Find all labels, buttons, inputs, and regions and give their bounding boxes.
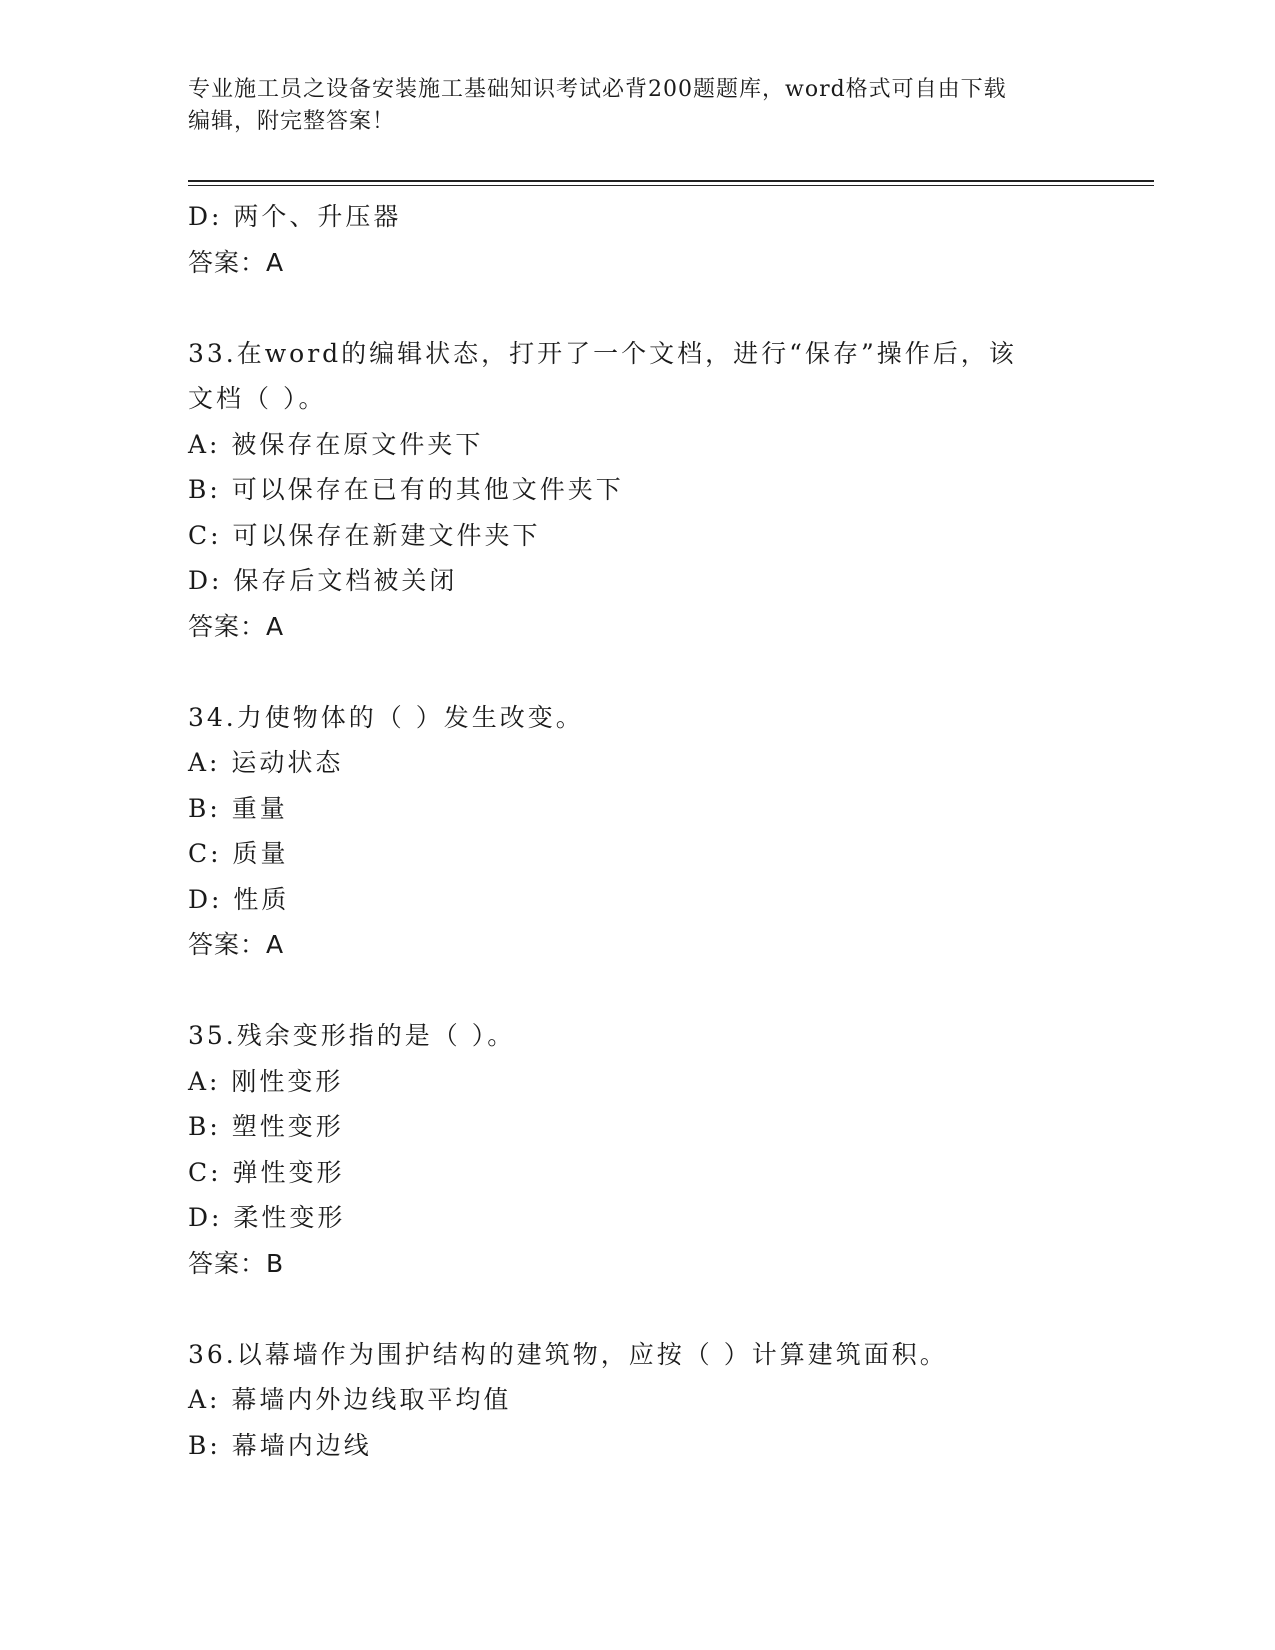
question-36 (188, 1332, 1088, 1469)
option-b: B: 重量 (188, 793, 288, 823)
question-33 (188, 331, 1088, 650)
question-text-line-1: 33.在word的编辑状态，打开了一个文档，进行“保存”操作后，该 (188, 338, 1017, 368)
header-line-2: 编辑，附完整答案！ (188, 109, 396, 134)
spacer (188, 285, 1088, 331)
answer: 答案：A (188, 930, 285, 959)
question-text: 34.力使物体的（ ）发生改变。 (188, 702, 584, 732)
spacer (188, 1286, 1088, 1332)
option-c: C: 弹性变形 (188, 1157, 345, 1187)
question-35 (188, 1013, 1088, 1286)
spacer (188, 649, 1088, 695)
answer: 答案：A (188, 247, 285, 277)
question-34 (188, 695, 1088, 968)
document-body (188, 194, 1088, 1468)
option-a: A: 被保存在原文件夹下 (188, 429, 484, 459)
option-d: D: 两个、升压器 (188, 202, 402, 231)
option-b: B: 幕墙内边线 (188, 1430, 372, 1460)
option-c: C: 可以保存在新建文件夹下 (188, 520, 541, 550)
previous-question-tail (188, 194, 1088, 285)
header-divider-thin (188, 185, 1154, 186)
question-text: 35.残余变形指的是（ ）。 (188, 1021, 516, 1050)
document-header (188, 74, 1088, 138)
option-a: A: 幕墙内外边线取平均值 (188, 1385, 512, 1414)
question-text: 36.以幕墙作为围护结构的建筑物，应按（ ）计算建筑面积。 (188, 1339, 948, 1369)
option-d: D: 保存后文档被关闭 (188, 566, 458, 595)
option-d: D: 柔性变形 (188, 1203, 346, 1232)
question-text-line-2: 文档（ ）。 (188, 384, 327, 413)
header-line-1: 专业施工员之设备安装施工基础知识考试必背200题题库，word格式可自由下载 (188, 77, 1007, 102)
header-divider-thick (188, 180, 1154, 182)
option-a: A: 运动状态 (188, 748, 344, 777)
option-c: C: 质量 (188, 839, 289, 868)
option-d: D: 性质 (188, 884, 290, 914)
option-b: B: 可以保存在已有的其他文件夹下 (188, 475, 624, 504)
answer: 答案：B (188, 1248, 285, 1278)
option-a: A: 刚性变形 (188, 1066, 344, 1096)
answer: 答案：A (188, 611, 285, 641)
spacer (188, 968, 1088, 1014)
option-b: B: 塑性变形 (188, 1112, 344, 1141)
